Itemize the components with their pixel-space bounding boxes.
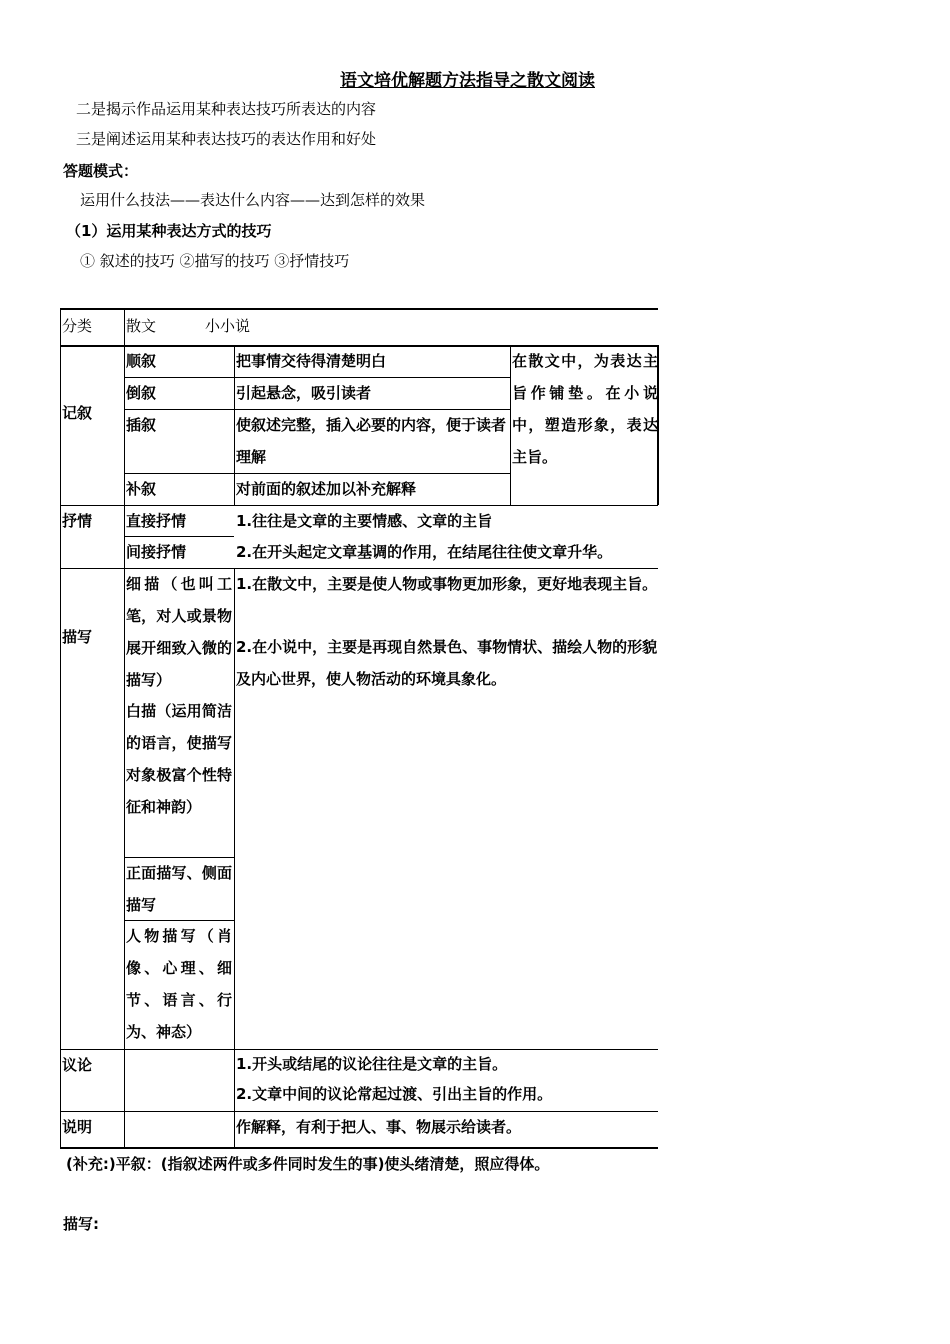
argue-desc-2: 2.文章中间的议论常起过渡、引出主旨的作用。: [236, 1085, 553, 1103]
explain-desc: 作解释，有利于把人、事、物展示给读者。: [236, 1118, 522, 1136]
lyric-desc-2: 2.在开头起定文章基调的作用，在结尾往往使文章升华。: [236, 543, 613, 561]
document-title: 语文培优解题方法指导之散文阅读: [340, 71, 595, 91]
describe-label: 描写: [62, 628, 93, 646]
describe-item-plain: 白描（运用简洁的语言，使描写对象极富个性特征和神韵）: [126, 702, 232, 816]
lyric-name-2: 间接抒情: [126, 543, 187, 561]
intro-line-3: 三是阐述运用某种表达技巧的表达作用和好处: [76, 130, 377, 148]
narrative-desc-3: 使叙述完整，插入必要的内容，便于读者理解: [236, 416, 507, 466]
narrative-desc-4: 对前面的叙述加以补充解释: [236, 480, 417, 498]
narrative-desc-1: 把事情交待得清楚明白: [236, 352, 387, 370]
narrative-name-3: 插叙: [126, 416, 157, 434]
answer-mode-heading: 答题模式：: [63, 162, 139, 180]
narrative-desc-2: 引起悬念，吸引读者: [236, 384, 372, 402]
narrative-label: 记叙: [62, 404, 93, 422]
narrative-name-2: 倒叙: [126, 384, 157, 402]
section1-heading: （1）运用某种表达方式的技巧: [66, 222, 272, 240]
describe-heading: 描写:: [63, 1215, 99, 1233]
argue-desc-1: 1.开头或结尾的议论往往是文章的主旨。: [236, 1055, 508, 1073]
intro-line-2: 二是揭示作品运用某种表达技巧所表达的内容: [76, 100, 377, 118]
lyric-label: 抒情: [62, 512, 93, 530]
argue-label: 议论: [62, 1056, 93, 1074]
answer-mode-text: 运用什么技法——表达什么内容——达到怎样的效果: [80, 191, 426, 209]
describe-desc-1: 1.在散文中，主要是使人物或事物更加形象，更好地表现主旨。: [236, 575, 658, 593]
explain-label: 说明: [62, 1118, 93, 1136]
lyric-name-1: 直接抒情: [126, 512, 187, 530]
header-short-story: 小小说: [205, 317, 251, 335]
header-essay: 散文: [126, 317, 157, 335]
supplement-note: (补充:)平叙：(指叙述两件或多件同时发生的事)使头绪清楚，照应得体。: [66, 1155, 550, 1173]
describe-item-fine: 细描（也叫工笔，对人或景物展开细致入微的描写）: [126, 575, 232, 689]
describe-desc-2: 2.在小说中，主要是再现自然景色、事物情状、描绘人物的形貌及内心世界，使人物活动的环境具象化。: [236, 638, 658, 688]
describe-item-character: 人物描写（肖像、心理、细节、语言、行为、神态）: [126, 927, 232, 1041]
describe-item-direct: 正面描写、侧面描写: [126, 864, 232, 914]
section1-items: ① 叙述的技巧 ②描写的技巧 ③抒情技巧: [80, 252, 350, 270]
header-category: 分类: [62, 317, 93, 335]
lyric-desc-1: 1.往往是文章的主要情感、文章的主旨: [236, 512, 493, 530]
narrative-note: 在散文中，为表达主旨作铺垫。在小说中，塑造形象，表达主旨。: [512, 352, 658, 466]
narrative-name-1: 顺叙: [126, 352, 157, 370]
narrative-name-4: 补叙: [126, 480, 157, 498]
